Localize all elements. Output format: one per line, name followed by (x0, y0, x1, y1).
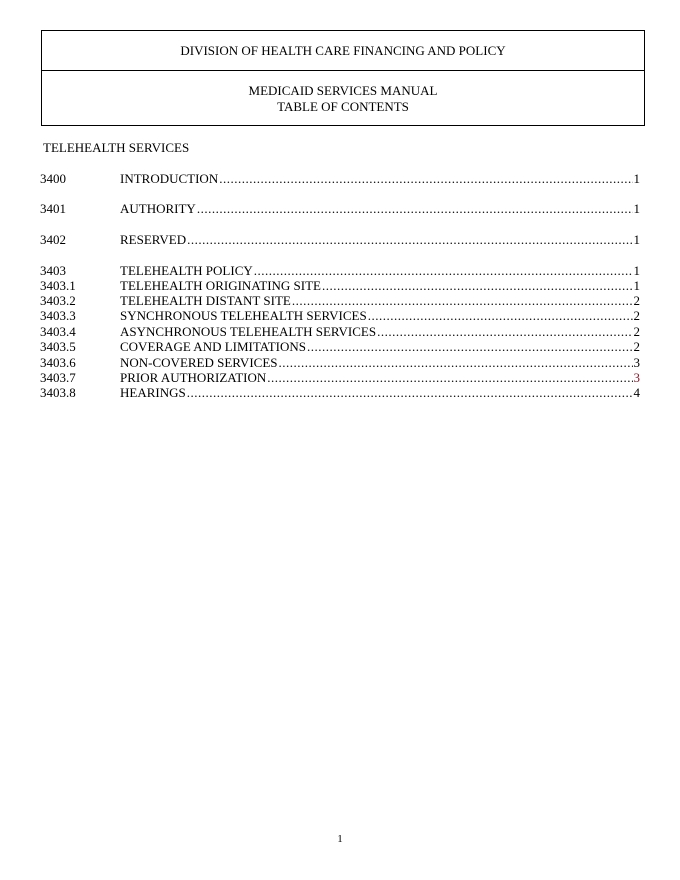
manual-title: MEDICAID SERVICES MANUAL (248, 83, 438, 98)
toc-entry-page: 2 (633, 324, 640, 339)
toc-entry-title: COVERAGE AND LIMITATIONS (120, 339, 307, 354)
toc-leader-dots (322, 278, 633, 294)
toc-entry[interactable] (40, 324, 640, 340)
toc-entry-page: 2 (633, 339, 640, 354)
toc-entry-title: TELEHEALTH POLICY (120, 263, 253, 278)
section-title: TELEHEALTH SERVICES (43, 140, 190, 155)
toc-entry-title: TELEHEALTH DISTANT SITE (120, 293, 291, 308)
toc-entry[interactable] (40, 385, 640, 401)
page-number: 1 (337, 833, 343, 845)
toc-entry-page: 1 (633, 201, 640, 216)
toc-entry[interactable] (40, 232, 640, 248)
toc-entry-page: 2 (633, 308, 640, 323)
toc-entry-number: 3403.3 (40, 308, 76, 323)
toc-entry[interactable] (40, 201, 640, 217)
toc-entry[interactable] (40, 278, 640, 294)
toc-entry-title: ASYNCHRONOUS TELEHEALTH SERVICES (120, 324, 377, 339)
toc-entry-number: 3403.8 (40, 385, 76, 400)
toc-leader-dots (279, 355, 633, 371)
toc-entry[interactable] (40, 339, 640, 355)
toc-entry-page: 3 (633, 370, 640, 385)
toc-leader-dots (197, 201, 633, 217)
toc-entry-page: 1 (633, 263, 640, 278)
toc-leader-dots (187, 232, 632, 248)
manual-title-block (42, 71, 644, 115)
toc-entry[interactable] (40, 308, 640, 324)
toc-entry[interactable] (40, 293, 640, 309)
toc-entry-number: 3403.4 (40, 324, 76, 339)
toc-entry-title: RESERVED (120, 232, 187, 247)
toc-entry-page: 1 (633, 171, 640, 186)
toc-entry-page: 3 (633, 355, 640, 370)
toc-entry-number: 3403.5 (40, 339, 76, 354)
toc-entry-title: TELEHEALTH ORIGINATING SITE (120, 278, 321, 293)
toc-leader-dots (368, 308, 633, 324)
toc-entry-number: 3403 (40, 263, 66, 278)
toc-entry-number: 3403.6 (40, 355, 76, 370)
division-title: DIVISION OF HEALTH CARE FINANCING AND POLICY (42, 31, 644, 71)
toc-entry-title: SYNCHRONOUS TELEHEALTH SERVICES (120, 308, 367, 323)
toc-entry-title: NON-COVERED SERVICES (120, 355, 278, 370)
toc-leader-dots (377, 324, 632, 340)
toc-entry-title: HEARINGS (120, 385, 186, 400)
toc-entry[interactable] (40, 263, 640, 279)
toc-leader-dots (292, 293, 633, 309)
toc-leader-dots (219, 171, 632, 187)
toc-entry[interactable] (40, 370, 640, 386)
toc-entry-number: 3403.7 (40, 370, 76, 385)
toc-entry[interactable] (40, 355, 640, 371)
toc-entry-number: 3401 (40, 201, 66, 216)
document-header (41, 30, 645, 126)
toc-leader-dots (254, 263, 633, 279)
toc-leader-dots (187, 385, 633, 401)
toc-leader-dots (267, 370, 632, 386)
toc-entry-page: 2 (633, 293, 640, 308)
toc-entry-title: INTRODUCTION (120, 171, 219, 186)
toc-leader-dots (307, 339, 632, 355)
toc-entry-number: 3400 (40, 171, 66, 186)
toc-entry-title: PRIOR AUTHORIZATION (120, 370, 267, 385)
toc-entry-number: 3403.1 (40, 278, 76, 293)
toc-entry-page: 4 (633, 385, 640, 400)
toc-entry[interactable] (40, 171, 640, 187)
contents-title: TABLE OF CONTENTS (277, 99, 409, 114)
toc-entry-page: 1 (633, 278, 640, 293)
toc-entry-page: 1 (633, 232, 640, 247)
toc-entry-number: 3403.2 (40, 293, 76, 308)
toc-entry-title: AUTHORITY (120, 201, 196, 216)
toc-entry-number: 3402 (40, 232, 66, 247)
